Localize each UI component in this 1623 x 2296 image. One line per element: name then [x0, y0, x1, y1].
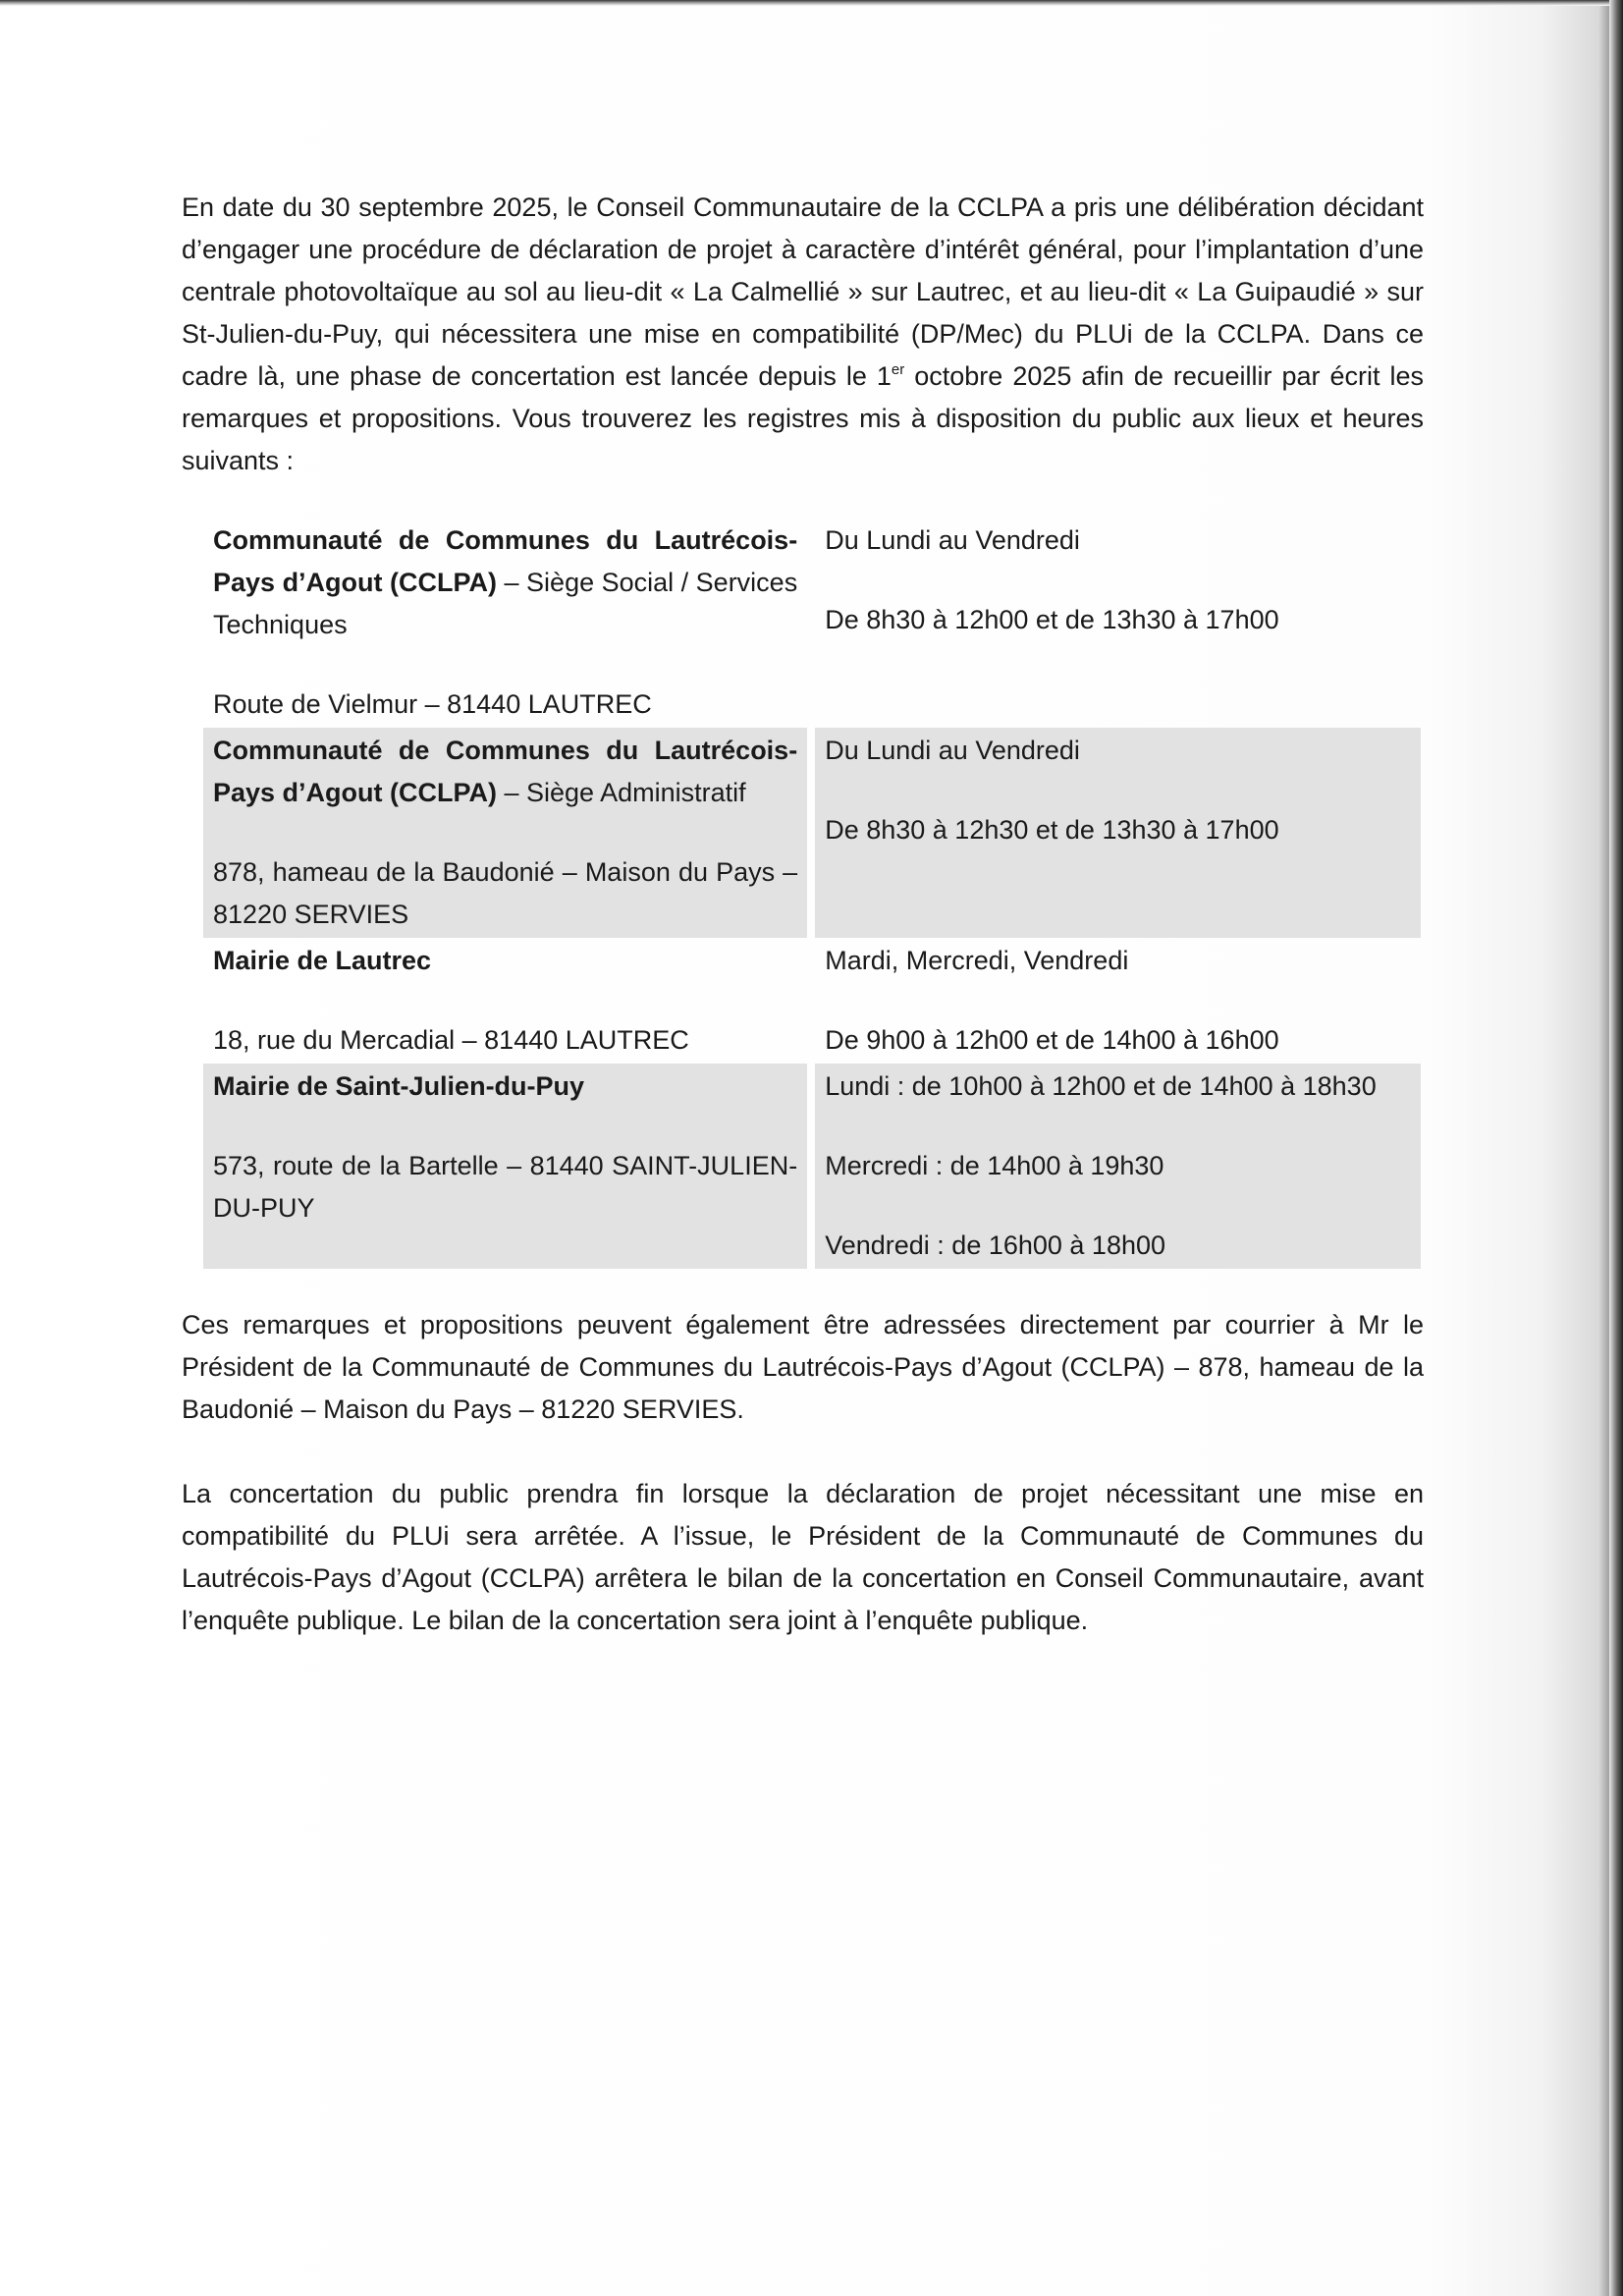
mail-paragraph: Ces remarques et propositions peuvent également être adressées directement par courrier à Mr le Président de la Communauté de Communes du Lautrécois-Pays d’Agout (CCLPA) – 878, hameau de la Baudonié – Maison du Pays – 81220 SERVIES. — [182, 1310, 1424, 1424]
venue-row — [203, 518, 1421, 728]
venue-days: Mardi, Mercredi, Vendredi — [825, 946, 1129, 975]
intro-paragraph: En date du 30 septembre 2025, le Conseil Communautaire de la CCLPA a pris une délibération décidant d’engager une procédure de déclaration de projet à caractère d’intérêt général, pour l’implantation d’une centrale photovoltaïque au sol au lieu-dit « La Calmellié » sur Lautrec, et au lieu-dit « La Guipaudié » sur St-Julien-du-Puy, qui nécessitera une mise en compatibilité (DP/Mec) du PLUi de la CCLPA. Dans ce cadre là, une phase de concertation est lancée depuis le 1er octobre 2025 afin de recueillir par écrit les remarques et propositions. Vous trouverez les registres mis à disposition du public aux lieux et heures suivants : — [182, 192, 1424, 475]
venue-name: Mairie de Lautrec — [213, 946, 432, 975]
venue-timeslot: De 8h30 à 12h30 et de 13h30 à 17h00 — [825, 815, 1279, 845]
venue-days: Du Lundi au Vendredi — [825, 736, 1080, 765]
venues-table — [195, 518, 1429, 1269]
venue-schedule-monday: Lundi : de 10h00 à 12h00 et de 14h00 à 18h30 — [825, 1071, 1377, 1101]
venue-days: Du Lundi au Vendredi — [825, 525, 1080, 555]
venue-timeslot: De 9h00 à 12h00 et de 14h00 à 16h00 — [825, 1025, 1279, 1055]
venue-row — [203, 728, 1421, 938]
venue-name: Mairie de Saint-Julien-du-Puy — [213, 1071, 585, 1101]
venue-address: 573, route de la Bartelle – 81440 SAINT-JULIEN-DU-PUY — [213, 1151, 798, 1223]
ordinal-superscript: er — [891, 361, 905, 378]
venue-title — [213, 519, 797, 646]
venue-name: Communauté de Communes du Lautrécois-Pays d’Agout (CCLPA) — [213, 736, 798, 807]
venue-hours — [815, 518, 1421, 728]
venue-row — [203, 938, 1421, 1064]
venue-hours — [815, 1064, 1421, 1269]
scan-right-edge — [1609, 0, 1623, 2296]
venue-timeslot: De 8h30 à 12h00 et de 13h30 à 17h00 — [825, 605, 1279, 634]
closing-paragraph: La concertation du public prendra fin lorsque la déclaration de projet nécessitant une mise en compatibilité du PLUi sera arrêtée. A l’issue, le Président de la Communauté de Communes du Lautrécois-Pays d’Agout (CCLPA) arrêtera le bilan de la concertation en Conseil Communautaire, avant l’enquête publique. Le bilan de la concertation sera joint à l’enquête publique. — [182, 1479, 1424, 1635]
venue-subtitle: – Siège Administratif — [497, 778, 746, 807]
venue-address: 18, rue du Mercadial – 81440 LAUTREC — [213, 1025, 689, 1055]
venue-name: Communauté de Communes du Lautrécois-Pays d’Agout (CCLPA) — [213, 525, 798, 597]
venue-address: 878, hameau de la Baudonié – Maison du Pays – 81220 SERVIES — [213, 857, 798, 929]
venue-schedule-friday: Vendredi : de 16h00 à 18h00 — [825, 1230, 1166, 1260]
venue-hours — [815, 728, 1421, 938]
venue-title — [213, 730, 797, 814]
venue-details — [203, 518, 807, 728]
venue-details — [203, 1064, 807, 1269]
venue-details — [203, 938, 807, 1064]
scan-top-edge — [0, 0, 1623, 6]
venue-hours — [815, 938, 1421, 1064]
venue-schedule-wednesday: Mercredi : de 14h00 à 19h30 — [825, 1151, 1164, 1180]
venue-subtitle: – Siège Social / Services Techniques — [213, 568, 798, 639]
venue-details — [203, 728, 807, 938]
document-body — [182, 187, 1424, 1642]
venue-row — [203, 1064, 1421, 1269]
venue-address: Route de Vielmur – 81440 LAUTREC — [213, 689, 652, 719]
